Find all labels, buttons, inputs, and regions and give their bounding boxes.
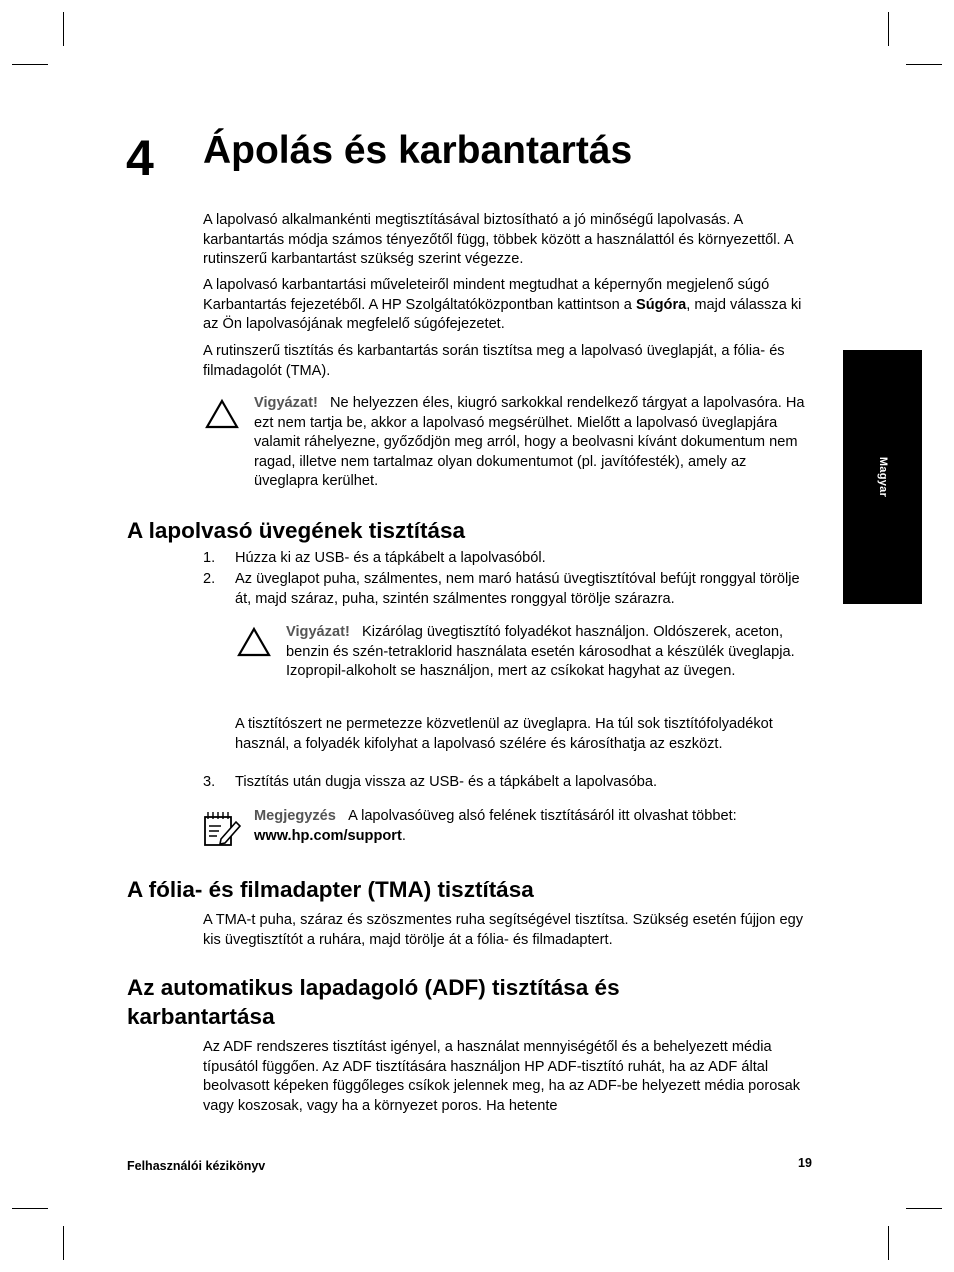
section-heading-adf <box>127 973 620 1031</box>
intro-paragraph-2-text-end: , majd válassza ki az Ön lapolvasójának megfelelő súgófejezetet. <box>203 296 802 333</box>
caution-triangle-icon <box>204 398 240 430</box>
caution-triangle-icon <box>236 626 272 658</box>
language-tab <box>843 350 922 604</box>
language-tab-label: Magyar <box>876 456 889 498</box>
note-pad-icon <box>202 810 242 848</box>
intro-paragraph-2-text: A lapolvasó karbantartási műveleteiről mindent megtudhat a képernyőn megjelenő súgó Karbantartás fejezetéből. A HP Szolgáltatóközpontban kattintson a <box>203 277 770 313</box>
step-2-extra-paragraph: A tisztítószert ne permetezze közvetlenül az üveglapra. Ha túl sok tisztítófolyadékot használ, a folyadék kifolyhat a lapolvasó szélére és károsíthatja az eszközt. <box>235 716 773 752</box>
note-end: . <box>401 827 406 844</box>
intro-paragraph-2 <box>203 276 813 335</box>
chapter-number: 4 <box>126 130 154 186</box>
footer-title: Felhasználói kézikönyv <box>127 1159 266 1173</box>
caution-text: Kizárólag üvegtisztító folyadékot használjon. Oldószerek, aceton, benzin és szén-tetraklorid használata esetén károsodhat a készülék üveglapja. Izopropil-alkoholt se használjon, mert az csíkokat hagyhat az üvegen. <box>286 624 795 680</box>
caution-label: Vigyázat! <box>286 624 350 640</box>
crop-mark <box>888 12 889 46</box>
intro-paragraph-1: A lapolvasó alkalmankénti megtisztításával biztosítható a jó minőségű lapolvasás. A karbantartás módja számos tényezőtől függ, többek között a használattól és környezettől. A rutinszerű karbantartást szükség szerint végezze. <box>203 212 793 268</box>
caution-note <box>286 623 796 682</box>
crop-mark <box>888 1226 889 1260</box>
support-link[interactable]: www.hp.com/support <box>254 827 402 844</box>
section-heading-tma: A fólia- és filmadapter (TMA) tisztítása <box>127 877 534 902</box>
step-text: Tisztítás után dugja vissza az USB- és a tápkábelt a lapolvasóba. <box>235 774 658 790</box>
crop-mark <box>12 1208 48 1209</box>
step-text: Húzza ki az USB- és a tápkábelt a lapolvasóból. <box>235 550 546 566</box>
step-number: 3. <box>203 774 216 790</box>
crop-mark <box>906 64 942 65</box>
crop-mark <box>906 1208 942 1209</box>
caution-text: Ne helyezzen éles, kiugró sarkokkal rendelkező tárgyat a lapolvasóra. Ha ezt nem tartja be, akkor a lapolvasó megsérülhet. Mielőtt a lapolvasó üveglapjára valamit ráhelyezne, győződjön meg arról, hogy a beolvasni kívánt dokumentum nem ragad, illetve nem tartalmaz olyan dokumentumot (pl. javítófesték), amely az üveglapra kerülhet. <box>254 395 805 490</box>
caution-note <box>254 394 814 492</box>
crop-mark <box>12 64 48 65</box>
intro-paragraph-3: A rutinszerű tisztítás és karbantartás során tisztítsa meg a lapolvasó üveglapját, a fólia- és filmadagolót (TMA). <box>203 343 785 379</box>
caution-label: Vigyázat! <box>254 395 318 411</box>
section-heading-adf-line-1: Az automatikus lapadagoló (ADF) tisztítása és <box>127 975 620 1000</box>
note-text: A lapolvasóüveg alsó felének tisztításáról itt olvashat többet: <box>348 808 737 824</box>
note-label: Megjegyzés <box>254 808 336 824</box>
step-number: 2. <box>203 571 216 587</box>
page-number: 19 <box>798 1156 812 1170</box>
section-heading-adf-line-2: karbantartása <box>127 1004 275 1029</box>
step-text: Az üveglapot puha, szálmentes, nem maró hatású üvegtisztítóval befújt ronggyal törölje át, majd száraz, puha, szintén szálmentes ronggyal törölje szárazra. <box>235 571 800 607</box>
crop-mark <box>63 12 64 46</box>
help-link-text: Súgóra <box>635 296 687 313</box>
note <box>254 807 814 846</box>
chapter-title: Ápolás és karbantartás <box>203 129 633 172</box>
adf-paragraph: Az ADF rendszeres tisztítást igényel, a használat mennyiségétől és a behelyezett média típusától függően. Az ADF tisztítására használjon HP ADF-tisztító ruhát, ha az ADF által beolvasott képeken függőleges csíkok jelennek meg, ha az ADF-be helyezett média porosak vagy koszosak, vagy ha a környezet poros. Ha hetente <box>203 1039 801 1114</box>
crop-mark <box>63 1226 64 1260</box>
step-number: 1. <box>203 550 216 566</box>
section-heading-glass: A lapolvasó üvegének tisztítása <box>127 518 466 543</box>
tma-paragraph: A TMA-t puha, száraz és szöszmentes ruha segítségével tisztítsa. Szükség esetén fújjon egy kis üvegtisztítót a ruhára, majd törölje át a fólia- és filmadaptert. <box>203 912 803 948</box>
